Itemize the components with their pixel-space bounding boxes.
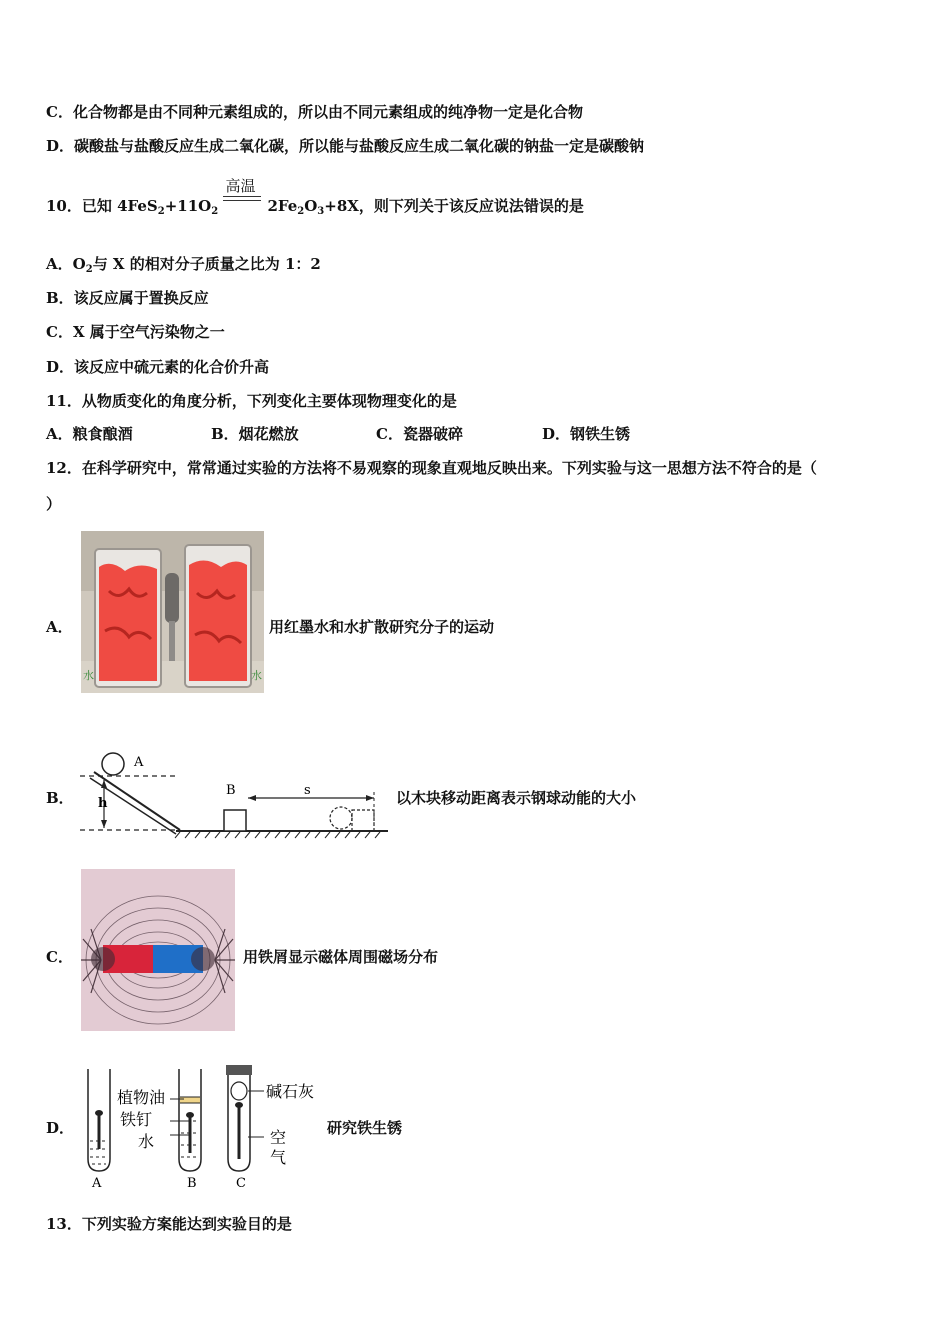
block-label: B: [226, 783, 236, 798]
q12-option-b-label: B．: [46, 789, 74, 807]
tube-a-label: A: [92, 1176, 102, 1191]
q9-option-c: C．化合物都是由不同种元素组成的，所以由不同元素组成的纯净物一定是化合物: [46, 103, 583, 121]
q11-stem: 11．从物质变化的角度分析，下列变化主要体现物理变化的是: [46, 392, 457, 410]
q12-option-d-caption: 研究铁生锈: [327, 1119, 403, 1137]
lime-label: 碱石灰: [266, 1082, 315, 1101]
q13-stem: 13．下列实验方案能达到实验目的是: [46, 1215, 292, 1233]
beaker-left-label: 水: [83, 669, 94, 682]
ball-label: A: [134, 755, 144, 770]
q10-tail: ，则下列关于该反应说法错误的是: [358, 197, 584, 215]
reaction-condition: 高温: [225, 177, 256, 195]
q9-option-d: D．碳酸盐与盐酸反应生成二氧化碳，所以能与盐酸反应生成二氧化碳的钠盐一定是碳酸钠: [46, 137, 645, 155]
q12-option-a-label: A．: [46, 618, 73, 636]
water-label: 水: [138, 1132, 155, 1151]
q11-option-b: B．烟花燃放: [211, 425, 299, 443]
q12-option-c-caption: 用铁屑显示磁体周围磁场分布: [243, 948, 439, 966]
incline-diagram: [76, 750, 394, 842]
q12-option-a-caption: 用红墨水和水扩散研究分子的运动: [269, 618, 495, 636]
nail-label: 铁钉: [120, 1110, 153, 1129]
q12-option-c-label: C．: [46, 948, 73, 966]
q10-option-c: C．X 属于空气污染物之一: [46, 323, 225, 341]
q11-option-d: D．钢铁生锈: [542, 425, 631, 443]
q10-number: 10．已知: [46, 197, 112, 215]
q12-option-b-caption: 以木块移动距离表示钢球动能的大小: [396, 789, 637, 807]
q10-stem: 10．已知 $4FeS_2+11O_2$ 高温 $2Fe_2O_3+8X$，则下列关于该反应说法错误的是: [46, 196, 584, 222]
height-label: h: [98, 796, 108, 811]
beakers-photo: [81, 531, 264, 693]
q10-option-b: B．该反应属于置换反应: [46, 289, 209, 307]
q12-stem: 12．在科学研究中，常常通过实验的方法将不易观察的现象直观地反映出来。下列实验与这一思想方法不符合的是（: [46, 459, 817, 477]
q12-stem-end: ）: [46, 495, 62, 513]
magnet-photo: [81, 869, 235, 1031]
q10-option-d: D．该反应中硫元素的化合价升高: [46, 358, 270, 376]
tube-c-label: C: [236, 1176, 246, 1191]
air-label-1: 空: [270, 1128, 287, 1147]
q12-option-d-label: D．: [46, 1119, 75, 1137]
q11-option-c: C．瓷器破碎: [376, 425, 463, 443]
air-label-2: 气: [270, 1148, 287, 1167]
q10-option-a: A．$O_2$与 X 的相对分子质量之比为 1：2: [46, 255, 321, 275]
q11-option-a: A．粮食酿酒: [46, 425, 133, 443]
distance-label: s: [304, 783, 311, 798]
test-tubes-diagram: [80, 1063, 324, 1193]
oil-label: 植物油: [117, 1088, 166, 1107]
tube-b-label: B: [187, 1176, 197, 1191]
beaker-right-label: 水: [251, 669, 262, 682]
reaction-arrow: [223, 177, 267, 222]
